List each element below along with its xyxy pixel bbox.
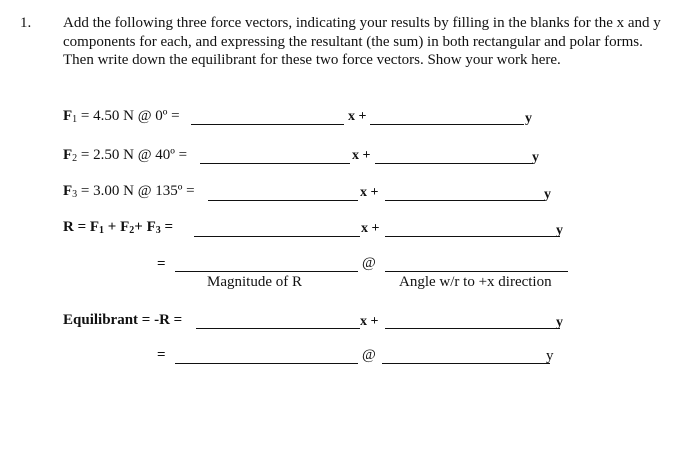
f2-y-label: y (532, 150, 539, 165)
f1-x-blank[interactable] (191, 124, 344, 125)
resultant-y-label: y (556, 223, 563, 238)
equilibrant-y-label: y (556, 315, 563, 330)
f3-subscript: 3 (72, 189, 78, 200)
f3-magnitude-angle: = 3.00 N @ 135º = (77, 183, 195, 199)
equilibrant-magnitude-blank[interactable] (175, 363, 358, 364)
resultant-at-symbol: @ (362, 255, 376, 271)
equilibrant-x-blank[interactable] (196, 328, 360, 329)
f2-x-label: x + (352, 148, 371, 163)
angle-caption: Angle w/r to +x direction (399, 274, 552, 290)
f1-y-blank[interactable] (370, 124, 524, 125)
f2-y-blank[interactable] (375, 163, 533, 164)
resultant-r-equals-f: R = F (63, 219, 100, 235)
f3-y-blank[interactable] (385, 200, 545, 201)
f1-label (63, 108, 180, 128)
f3-symbol: F (63, 183, 73, 199)
f1-y-label: y (525, 111, 532, 126)
f3-label (63, 183, 195, 203)
f2-label (63, 147, 187, 167)
magnitude-caption: Magnitude of R (207, 274, 302, 290)
instructions-paragraph: Add the following three force vectors, indicating your results by filling in the blanks for the x and y components for each, and expressing the resultant (the sum) in both rectangular and polar forms. Then write down the equilibrant for these two force vectors. Show your work here. (63, 15, 661, 68)
f3-x-blank[interactable] (208, 200, 358, 201)
resultant-x-blank[interactable] (194, 236, 360, 237)
resultant-angle-blank[interactable] (385, 271, 568, 272)
resultant-label (63, 219, 173, 239)
resultant-y-blank[interactable] (385, 236, 560, 237)
equilibrant-angle-blank[interactable] (382, 363, 550, 364)
f2-symbol: F (63, 147, 73, 163)
f2-subscript: 2 (72, 153, 78, 164)
equilibrant-y-blank[interactable] (385, 328, 560, 329)
resultant-sub-1: 1 (99, 225, 105, 236)
f3-y-label: y (544, 187, 551, 202)
resultant-sub-3: 3 (155, 225, 161, 236)
f2-magnitude-angle: = 2.50 N @ 40º = (77, 147, 188, 163)
resultant-polar-equals: = (157, 256, 166, 272)
f1-magnitude-angle: = 4.50 N @ 0º = (77, 108, 180, 124)
problem-number: 1. (20, 15, 32, 31)
equilibrant-at-symbol: @ (362, 347, 376, 363)
resultant-sub-2: 2 (129, 225, 135, 236)
f3-x-label: x + (360, 185, 379, 200)
equilibrant-polar-y-label: y (546, 348, 554, 364)
f1-x-label: x + (348, 109, 367, 124)
equilibrant-label: Equilibrant = -R = (63, 312, 183, 328)
f2-x-blank[interactable] (200, 163, 350, 164)
f1-subscript: 1 (72, 114, 78, 125)
resultant-magnitude-blank[interactable] (175, 271, 358, 272)
resultant-equals: = (160, 219, 174, 235)
resultant-plus-f-a: + F (104, 219, 130, 235)
f1-symbol: F (63, 108, 73, 124)
equilibrant-x-label: x + (360, 314, 379, 329)
resultant-x-label: x + (361, 221, 380, 236)
equilibrant-polar-equals: = (157, 347, 166, 363)
resultant-plus-f-b: + F (134, 219, 156, 235)
